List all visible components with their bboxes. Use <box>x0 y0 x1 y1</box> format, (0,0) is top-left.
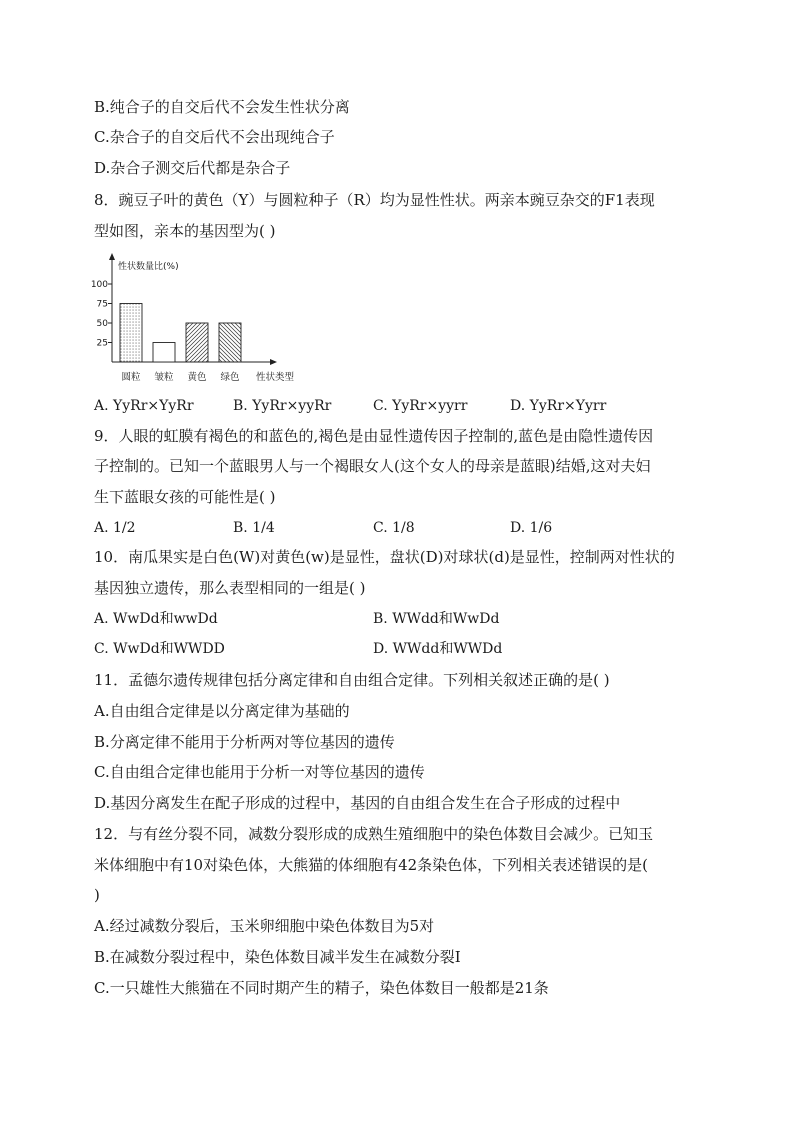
x-axis-label: 性状类型 <box>255 372 295 383</box>
bar-2 <box>153 343 175 363</box>
q9-options <box>94 517 714 539</box>
q11-option-d: D.基因分离发生在配子形成的过程中，基因的自由组合发生在合子形成的过程中 <box>94 794 621 812</box>
q9-option-a: A. 1/2 <box>94 520 136 536</box>
q9-stem-line-3: 生下蓝眼女孩的可能性是( ) <box>94 488 276 506</box>
x-tick-label: 皱粒 <box>154 372 174 383</box>
q9-option-d: D. 1/6 <box>510 520 553 536</box>
q8-options <box>94 395 714 417</box>
q12-option-b: B.在减数分裂过程中，染色体数目减半发生在减数分裂Ⅰ <box>94 948 461 966</box>
y-axis-label: 性状数量比(%) <box>118 262 179 272</box>
bar-4 <box>219 323 241 362</box>
y-ticks <box>91 280 112 349</box>
q8-option-c: C. YyRr×yyrr <box>373 398 468 414</box>
q11-stem: 11．孟德尔遗传规律包括分离定律和自由组合定律。下列相关叙述正确的是( ) <box>94 671 610 689</box>
x-tick-label: 黄色 <box>187 372 207 383</box>
y-tick-label: 75 <box>96 299 108 310</box>
q10-options-row-2 <box>94 638 714 660</box>
q10-option-a: A. WwDd和wwDd <box>94 611 218 627</box>
x-tick-label: 绿色 <box>220 372 240 383</box>
q9-stem-line-1: 9．人眼的虹膜有褐色的和蓝色的,褐色是由显性遗传因子控制的,蓝色是由隐性遗传因 <box>94 427 654 445</box>
q10-stem-line-2: 基因独立遗传，那么表型相同的一组是( ) <box>94 579 366 597</box>
trait-ratio-bar-chart <box>90 252 306 392</box>
x-tick-label: 圆粒 <box>121 372 141 383</box>
q11-option-c: C.自由组合定律也能用于分析一对等位基因的遗传 <box>94 763 425 781</box>
q12-option-a: A.经过减数分裂后，玉米卵细胞中染色体数目为5对 <box>94 917 435 935</box>
y-axis-arrow <box>109 253 115 260</box>
q7-option-b: B.纯合子的自交后代不会发生性状分离 <box>94 98 350 116</box>
x-tick-labels <box>121 371 240 383</box>
y-tick-label: 100 <box>90 280 108 290</box>
q10-stem-line-1: 10．南瓜果实是白色(W)对黄色(w)是显性，盘状(D)对球状(d)是显性，控制两对性状的 <box>94 548 675 566</box>
x-axis-arrow <box>270 359 277 365</box>
q11-option-a: A.自由组合定律是以分离定律为基础的 <box>94 702 350 720</box>
bar-1 <box>120 304 142 363</box>
q7-option-d: D.杂合子测交后代都是杂合子 <box>94 159 291 177</box>
q8-option-d: D. YyRr×Yyrr <box>510 398 607 414</box>
q8-option-b: B. YyRr×yyRr <box>233 398 332 414</box>
q10-option-c: C. WwDd和WWDD <box>94 641 225 657</box>
q7-option-c: C.杂合子的自交后代不会出现纯合子 <box>94 128 335 146</box>
q10-option-b: B. WWdd和WwDd <box>373 611 500 627</box>
q12-stem-line-3: ) <box>94 886 100 904</box>
bar-3 <box>186 323 208 362</box>
q12-option-c: C.一只雄性大熊猫在不同时期产生的精子，染色体数目一般都是21条 <box>94 979 549 997</box>
y-tick-label: 50 <box>96 319 108 329</box>
q9-stem-line-2: 子控制的。已知一个蓝眼男人与一个褐眼女人(这个女人的母亲是蓝眼)结婚,这对夫妇 <box>94 457 651 475</box>
q8-stem-line-2: 型如图，亲本的基因型为( ) <box>94 222 276 240</box>
q8-option-a: A. YyRr×YyRr <box>94 398 194 414</box>
q9-option-c: C. 1/8 <box>373 520 415 536</box>
bars <box>120 304 241 363</box>
q9-option-b: B. 1/4 <box>233 520 275 536</box>
y-tick-label: 25 <box>96 338 108 349</box>
q12-stem-line-2: 米体细胞中有10对染色体，大熊猫的体细胞有42条染色体，下列相关表述错误的是( <box>94 856 649 874</box>
q10-option-d: D. WWdd和WWDd <box>373 641 503 657</box>
q8-stem-line-1: 8．豌豆子叶的黄色（Y）与圆粒种子（R）均为显性性状。两亲本豌豆杂交的F1表现 <box>94 191 655 209</box>
q11-option-b: B.分离定律不能用于分析两对等位基因的遗传 <box>94 733 395 751</box>
q12-stem-line-1: 12．与有丝分裂不同，减数分裂形成的成熟生殖细胞中的染色体数目会减少。已知玉 <box>94 825 654 843</box>
q10-options-row-1 <box>94 608 714 630</box>
